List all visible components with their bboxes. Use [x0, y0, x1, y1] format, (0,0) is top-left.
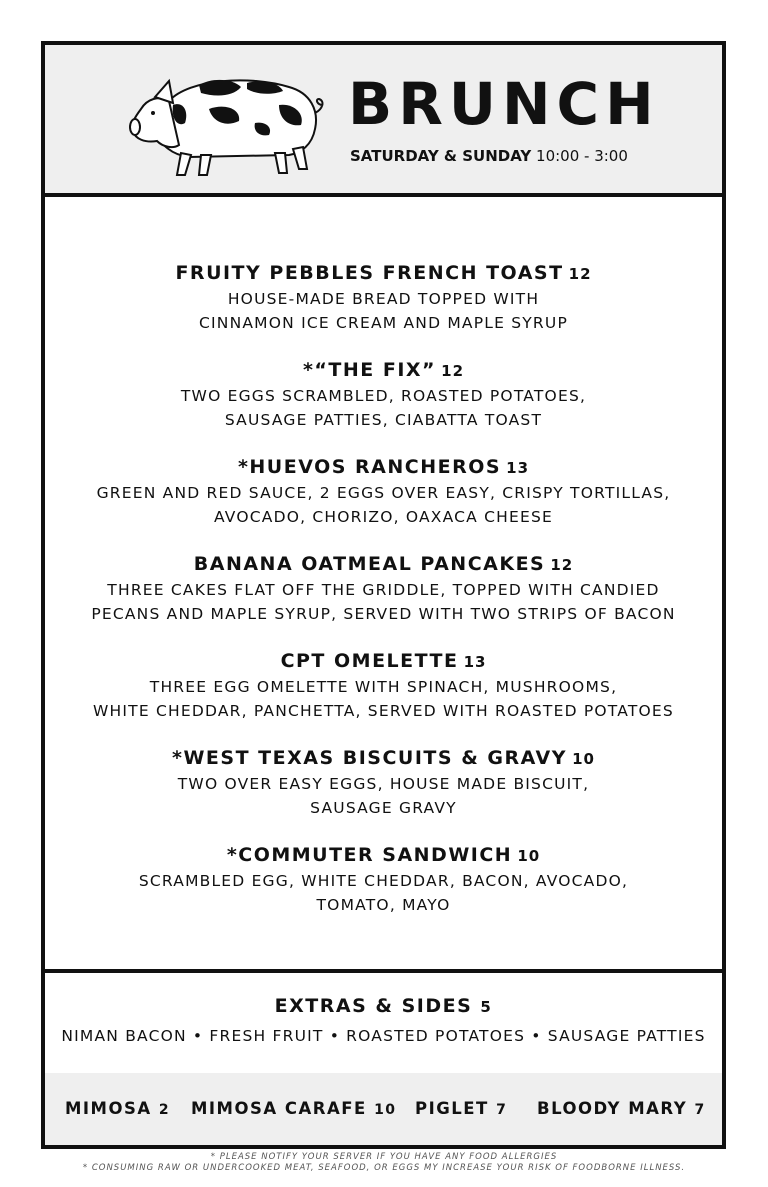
item-price: 10 — [517, 847, 541, 865]
menu-item — [45, 550, 722, 626]
service-time: 10:00 - 3:00 — [536, 147, 628, 165]
consumption-warning: * CONSUMING RAW OR UNDERCOOKED MEAT, SEAFOOD, OR EGGS MY INCREASE YOUR RISK OF FOODBORNE ILLNESS. — [82, 1163, 686, 1173]
menu-header — [45, 45, 722, 197]
item-desc-line: SCRAMBLED EGG, WHITE CHEDDAR, BACON, AVOCADO, — [138, 872, 629, 890]
item-desc-line: CINNAMON ICE CREAM AND MAPLE SYRUP — [199, 314, 568, 332]
menu-item — [45, 259, 722, 335]
menu-item — [45, 647, 722, 723]
drink-price: 7 — [496, 1102, 508, 1118]
drinks-bar — [45, 1073, 722, 1145]
item-name: BANANA OATMEAL PANCAKES — [193, 553, 546, 575]
drink-item — [537, 1099, 706, 1118]
item-desc-line: TOMATO, MAYO — [316, 896, 451, 914]
menu-item — [45, 841, 722, 917]
item-desc-line: SAUSAGE GRAVY — [310, 799, 457, 817]
service-hours — [350, 147, 628, 165]
item-price: 12 — [441, 362, 465, 380]
item-desc-line: THREE EGG OMELETTE WITH SPINACH, MUSHROOMS, — [149, 678, 618, 696]
menu-items — [45, 197, 722, 969]
pig-illustration-icon — [129, 61, 329, 179]
drink-item — [65, 1099, 170, 1118]
item-name: FRUITY PEBBLES FRENCH TOAST — [175, 262, 564, 284]
item-price: 12 — [568, 265, 592, 283]
drink-price: 2 — [158, 1102, 171, 1118]
item-name: CPT OMELETTE — [280, 650, 459, 672]
menu-item — [45, 453, 722, 529]
item-desc-line: PECANS AND MAPLE SYRUP, SERVED WITH TWO STRIPS OF BACON — [91, 605, 676, 623]
item-desc-line: THREE CAKES FLAT OFF THE GRIDDLE, TOPPED WITH CANDIED — [107, 581, 660, 599]
item-desc-line: AVOCADO, CHORIZO, OAXACA CHEESE — [214, 508, 553, 526]
drink-price: 10 — [374, 1102, 397, 1118]
item-price: 10 — [572, 750, 595, 768]
sides-list: NIMAN BACON • FRESH FRUIT • ROASTED POTATOES • SAUSAGE PATTIES — [61, 1027, 706, 1045]
service-days: SATURDAY & SUNDAY — [350, 147, 532, 165]
menu-frame — [41, 41, 726, 1149]
drink-name: MIMOSA CARAFE — [191, 1099, 367, 1118]
item-desc-line: TWO OVER EASY EGGS, HOUSE MADE BISCUIT, — [177, 775, 590, 793]
menu-item — [45, 744, 722, 820]
item-desc-line: GREEN AND RED SAUCE, 2 EGGS OVER EASY, CRISPY TORTILLAS, — [96, 484, 671, 502]
item-price: 13 — [506, 459, 530, 477]
item-name: *COMMUTER SANDWICH — [226, 844, 513, 866]
menu-item — [45, 356, 722, 432]
item-price: 13 — [463, 653, 487, 671]
drink-price: 7 — [694, 1102, 706, 1118]
sides-title: EXTRAS & SIDES — [274, 995, 473, 1017]
drink-name: PIGLET — [415, 1099, 489, 1118]
drink-item — [191, 1099, 397, 1118]
allergy-note: * PLEASE NOTIFY YOUR SERVER IF YOU HAVE ANY FOOD ALLERGIES — [210, 1152, 558, 1162]
item-name: *“THE FIX” — [302, 359, 437, 381]
section-heading — [45, 995, 722, 1017]
page-title: BRUNCH — [348, 70, 660, 138]
item-price: 12 — [550, 556, 574, 574]
drink-name: BLOODY MARY — [537, 1099, 688, 1118]
item-desc-line: WHITE CHEDDAR, PANCHETTA, SERVED WITH ROASTED POTATOES — [93, 702, 674, 720]
item-desc-line: TWO EGGS SCRAMBLED, ROASTED POTATOES, — [180, 387, 587, 405]
item-name: *WEST TEXAS BISCUITS & GRAVY — [172, 747, 567, 769]
drink-name: MIMOSA — [65, 1099, 152, 1118]
sides-price: 5 — [480, 998, 493, 1016]
item-name: *HUEVOS RANCHEROS — [237, 456, 502, 478]
item-desc-line: HOUSE-MADE BREAD TOPPED WITH — [227, 290, 540, 308]
item-desc-line: SAUSAGE PATTIES, CIABATTA TOAST — [224, 411, 543, 429]
extras-sides-section — [45, 969, 722, 1077]
drink-item — [415, 1099, 507, 1118]
